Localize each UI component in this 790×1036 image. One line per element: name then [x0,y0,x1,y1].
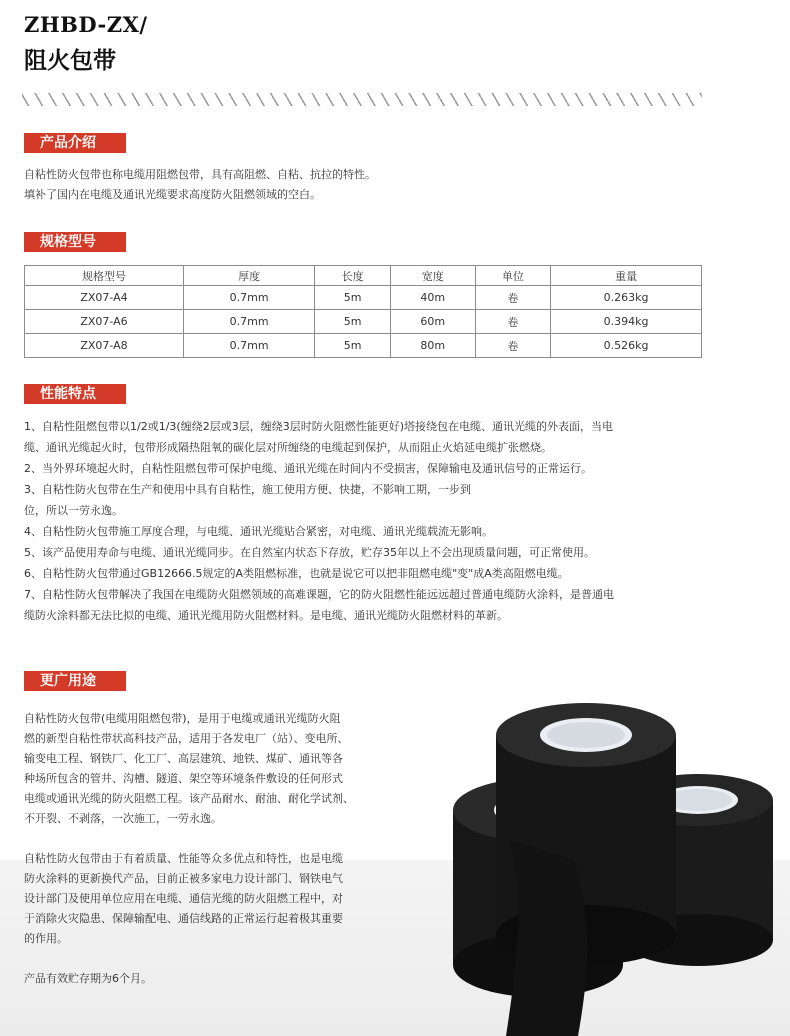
feature-line: 6、自粘性防火包带通过GB12666.5规定的A类阻燃标准，也就是说它可以把非阻燃电缆"变"成A类高阻燃电缆。 [24,567,569,580]
section-heading-spec: 规格型号 [24,232,126,252]
cell-model: ZX07-A6 [25,310,184,334]
usage-text [24,709,354,989]
table-row [25,334,702,358]
section-heading-intro: 产品介绍 [24,133,126,153]
section-heading-features: 性能特点 [24,384,126,404]
feature-line: 3、自粘性防火包带在生产和使用中具有自粘性，施工使用方便、快捷，不影响工期，一步到 [24,483,471,496]
column-header-unit: 单位 [475,266,551,286]
usage-line: 设计部门及使用单位应用在电缆、通信光缆的防火阻燃工程中，对 [24,892,343,905]
usage-line: 输变电工程、钢铁厂、化工厂、高层建筑、地铁、煤矿、通讯等各 [24,752,343,765]
usage-line: 防火涂料的更新换代产品，目前正被多家电力设计部门、钢铁电气 [24,872,343,885]
cell-width: 60m [390,310,475,334]
usage-line: 燃的新型自粘性带状高科技产品，适用于各发电厂（站）、变电所、 [24,732,349,745]
cell-width: 80m [390,334,475,358]
usage-line: 不开裂、不剥落，一次施工，一劳永逸。 [24,812,222,825]
column-header-weight: 重量 [551,266,702,286]
cell-model: ZX07-A4 [25,286,184,310]
feature-line: 4、自粘性防火包带施工厚度合理，与电缆、通讯光缆贴合紧密，对电缆、通讯光缆载流无影响。 [24,525,493,538]
cell-length: 5m [315,310,391,334]
feature-line: 2、当外界环境起火时，自粘性阻燃包带可保护电缆、通讯光缆在时间内不受损害，保障输电及通讯信号的正常运行。 [24,462,592,475]
cell-unit: 卷 [475,334,551,358]
usage-line: 于消除火灾隐患、保障输配电、通信线路的正常运行起着极其重要 [24,912,343,925]
features-text [24,416,614,626]
cell-weight: 0.263kg [551,286,702,310]
column-header-thickness: 厚度 [183,266,314,286]
cell-thickness: 0.7mm [183,286,314,310]
column-header-model: 规格型号 [25,266,184,286]
feature-line: 5、该产品使用寿命与电缆、通讯光缆同步。在自然室内状态下存放，贮存35年以上不会出现质量问题，可正常使用。 [24,546,595,559]
spec-table [24,265,702,358]
usage-line [24,829,354,849]
cell-weight: 0.526kg [551,334,702,358]
feature-line: 1、自粘性阻燃包带以1/2或1/3(缠绕2层或3层，缠绕3层时防火阻燃性能更好)塔接绕包在电缆、通讯光缆的外表面，当电 [24,420,613,433]
usage-line: 的作用。 [24,932,68,945]
cell-weight: 0.394kg [551,310,702,334]
cell-model: ZX07-A8 [25,334,184,358]
feature-line: 7、自粘性防火包带解决了我国在电缆防火阻燃领域的高难课题，它的防火阻燃性能远远超过普通电缆防火涂料，是普通电 [24,588,614,601]
feature-line: 缆防火涂料都无法比拟的电缆、通讯光缆用防火阻燃材料。是电缆、通讯光缆防火阻燃材料的革新。 [24,609,508,622]
cell-length: 5m [315,286,391,310]
feature-line: 位，所以一劳永逸。 [24,504,123,517]
tape-strip [506,840,587,1036]
cell-thickness: 0.7mm [183,334,314,358]
intro-text [24,165,376,205]
cell-thickness: 0.7mm [183,310,314,334]
column-header-width: 宽度 [390,266,475,286]
usage-line: 自粘性防火包带(电缆用阻燃包带)，是用于电缆或通讯光缆防火阻 [24,712,341,725]
product-name-title: 阻火包带 [24,47,116,74]
hatched-divider [22,93,702,106]
intro-line: 填补了国内在电缆及通讯光缆要求高度防火阻燃领域的空白。 [24,188,321,201]
section-heading-usage: 更广用途 [24,671,126,691]
cell-width: 40m [390,286,475,310]
intro-line: 自粘性防火包带也称电缆用阻燃包带，具有高阻燃、自粘、抗拉的特性。 [24,168,376,181]
usage-line: 电缆或通讯光缆的防火阻燃工程。该产品耐水、耐油、耐化学试剂、 [24,792,354,805]
table-row [25,286,702,310]
cell-unit: 卷 [475,286,551,310]
product-code-title: ZHBD-ZX/ [24,12,148,37]
cell-length: 5m [315,334,391,358]
usage-line: 产品有效贮存期为6个月。 [24,972,152,985]
cell-unit: 卷 [475,310,551,334]
spec-table-header-row [25,266,702,286]
usage-line: 种场所包含的管井、沟槽、隧道、架空等环境条件敷设的任何形式 [24,772,343,785]
usage-line: 自粘性防火包带由于有着质量、性能等众多优点和特性，也是电缆 [24,852,343,865]
feature-line: 缆、通讯光缆起火时，包带形成隔热阻氧的碳化层对所缠绕的电缆起到保护，从而阻止火焰延电缆扩张燃烧。 [24,441,552,454]
usage-line [24,949,354,969]
table-row [25,310,702,334]
column-header-length: 长度 [315,266,391,286]
tape-rolls-image [398,690,790,1036]
